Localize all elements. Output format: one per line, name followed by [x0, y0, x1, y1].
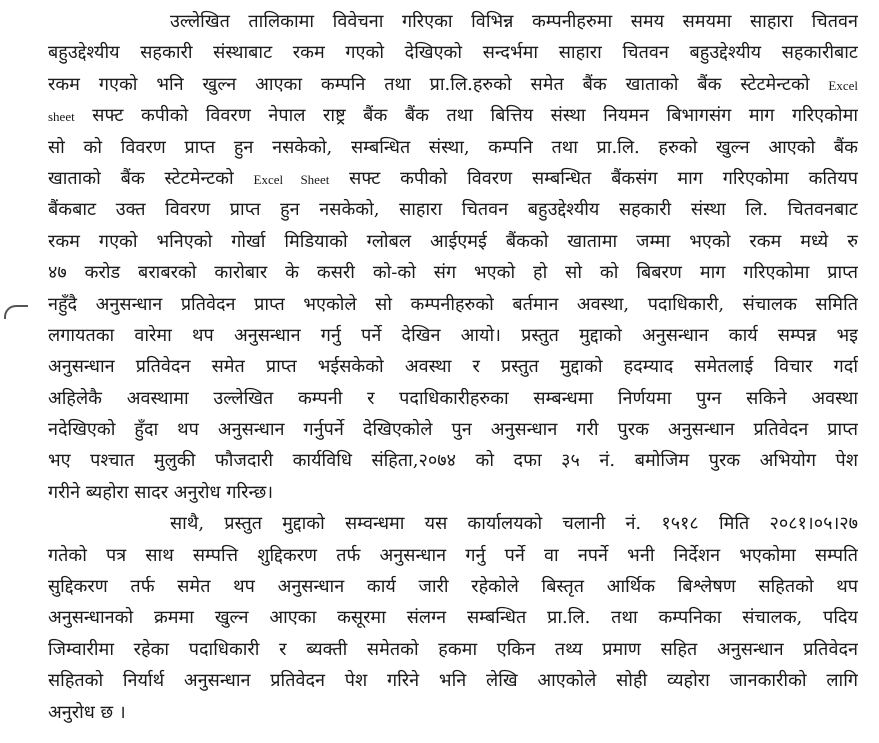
text-run: गतेको पत्र साथ सम्पत्ति शुद्दिकरण तर्फ अनुसन्धान गर्नु पर्ने वा नपर्ने भनी निर्देशन भएकोमा सम्पति	[48, 544, 858, 566]
text-line	[48, 37, 858, 68]
text-run: सो को विवरण प्राप्त हुन नसकेको, सम्बन्धित संस्था, कम्पनि तथा प्रा.लि. हरुको खुल्न आएको बैंक	[48, 136, 858, 158]
text-run: लगायतका वारेमा थप अनुसन्धान गर्नु पर्ने देखिन आयो। प्रस्तुत मुद्दाको अनुसन्धान कार्य सम्पन्न भइ	[48, 324, 858, 346]
paragraph-1	[48, 6, 858, 508]
text-run: अनुसन्धानको क्रममा खुल्न आएका कसूरमा संलग्न सम्बन्धित प्रा.लि. तथा कम्पनिका संचालक, पदिय	[48, 607, 858, 629]
text-run: बहुउद्देश्यीय सहकारी संस्थाबाट रकम गएको देखिएको सन्दर्भमा साहारा चितवन बहुउद्देश्यीय सहकारीबाट	[48, 42, 858, 64]
text-line	[48, 100, 858, 131]
document-body	[48, 6, 858, 728]
text-run: खाताको बैंक स्टेटमेन्टको	[48, 167, 254, 189]
text-line	[48, 697, 858, 728]
margin-bracket-mark	[4, 305, 28, 319]
text-run: नदेखिएको हुँदा थप अनुसन्धान गर्नुपर्ने देखिएकोले पुन अनुसन्धान गरी पुरक अनुसन्धान प्रतिवेदन प्राप्त	[48, 419, 858, 441]
text-line	[48, 257, 858, 288]
text-run: जिम्वारीमा रहेका पदाधिकारी र ब्यक्ती समेतको हकमा एकिन तथ्य प्रमाण सहित अनुसन्धान प्रतिवेदन	[48, 638, 858, 660]
text-line	[48, 163, 858, 194]
text-line	[48, 477, 858, 508]
text-line	[48, 445, 858, 476]
text-run: सफ्ट कपीको विवरण सम्बन्धित बैंकसंग माग गरिएकोमा कतियप	[329, 167, 858, 189]
text-line	[48, 508, 858, 539]
text-run: बैंकबाट उक्त विवरण प्राप्त हुन नसकेको, साहारा चितवन बहुउद्देश्यीय सहकारी संस्था लि. चितवनबाट	[48, 199, 858, 221]
text-run: नहुँदै अनुसन्धान प्रतिवेदन प्राप्त भएकोले सो कम्पनीहरुको बर्तमान अवस्था, पदाधिकारी, संचालक समिति	[48, 293, 858, 315]
text-line	[48, 320, 858, 351]
text-run: ४७ करोड बराबरको कारोबार के कसरी को-को संग भएको हो सो को बिबरण माग गरिएकोमा प्राप्त	[48, 262, 858, 284]
latin-text-run: Excel	[828, 77, 858, 93]
latin-text-run: sheet	[48, 109, 75, 125]
text-line	[48, 602, 858, 633]
text-line	[48, 289, 858, 320]
latin-text-run: Excel Sheet	[253, 171, 330, 187]
text-line	[48, 414, 858, 445]
text-line	[48, 540, 858, 571]
text-run: सफ्ट कपीको विवरण नेपाल राष्ट्र बैंक बैंक तथा बित्तिय संस्था नियमन बिभागसंग माग गरिएकोमा	[74, 105, 858, 127]
text-line	[48, 351, 858, 382]
text-run: रकम गएको भनिएको गोर्खा मिडियाको ग्लोबल आईएमई बैंकको खातामा जम्मा भएको रकम मध्ये रु	[48, 230, 858, 252]
text-run: अनुरोध छ ।	[48, 701, 126, 723]
text-line	[48, 634, 858, 665]
text-line	[48, 69, 858, 100]
text-run: अनुसन्धान प्रतिवेदन समेत प्राप्त भईसकेको अवस्था र प्रस्तुत मुद्दाको हदम्याद समेतलाई विचार गर्दा	[48, 356, 858, 378]
paragraph-2	[48, 508, 858, 728]
text-run: रकम गएको भनि खुल्न आएका कम्पनि तथा प्रा.लि.हरुको समेत बैंक खाताको बैंक स्टेटमेन्टको	[48, 73, 829, 95]
text-line	[48, 226, 858, 257]
text-run: साथै, प्रस्तुत मुद्दाको सम्वन्धमा यस कार्यालयको चलानी नं. १५१८ मिति २०८१।०५।२७	[170, 513, 858, 535]
text-line	[48, 6, 858, 37]
text-run: गरीने ब्यहोरा सादर अनुरोध गरिन्छ।	[48, 481, 274, 503]
text-run: उल्लेखित तालिकामा विवेचना गरिएका विभिन्न कम्पनीहरुमा समय समयमा साहारा चितवन	[170, 11, 858, 32]
text-run: अहिलेकै अवस्थामा उल्लेखित कम्पनी र पदाधिकारीहरुका सम्बन्धमा निर्णयमा पुग्न सकिने अवस्था	[48, 387, 858, 409]
text-line	[48, 194, 858, 225]
text-line	[48, 571, 858, 602]
text-run: सहितको निर्यार्थ अनुसन्धान प्रतिवेदन पेश गरिने भनि लेखि आएकोले सोही व्यहोरा जानकारीको लागि	[48, 670, 858, 692]
text-line	[48, 383, 858, 414]
text-line	[48, 132, 858, 163]
text-run: सुद्दिकरण तर्फ समेत थप अनुसन्धान कार्य जारी रहेकोले बिस्तृत आर्थिक बिश्लेषण सहितको थप	[48, 576, 858, 598]
text-run: भए पश्चात मुलुकी फौजदारी कार्यविधि संहिता,२०७४ को दफा ३५ नं. बमोजिम पुरक अभियोग पेश	[48, 450, 858, 472]
text-line	[48, 665, 858, 696]
